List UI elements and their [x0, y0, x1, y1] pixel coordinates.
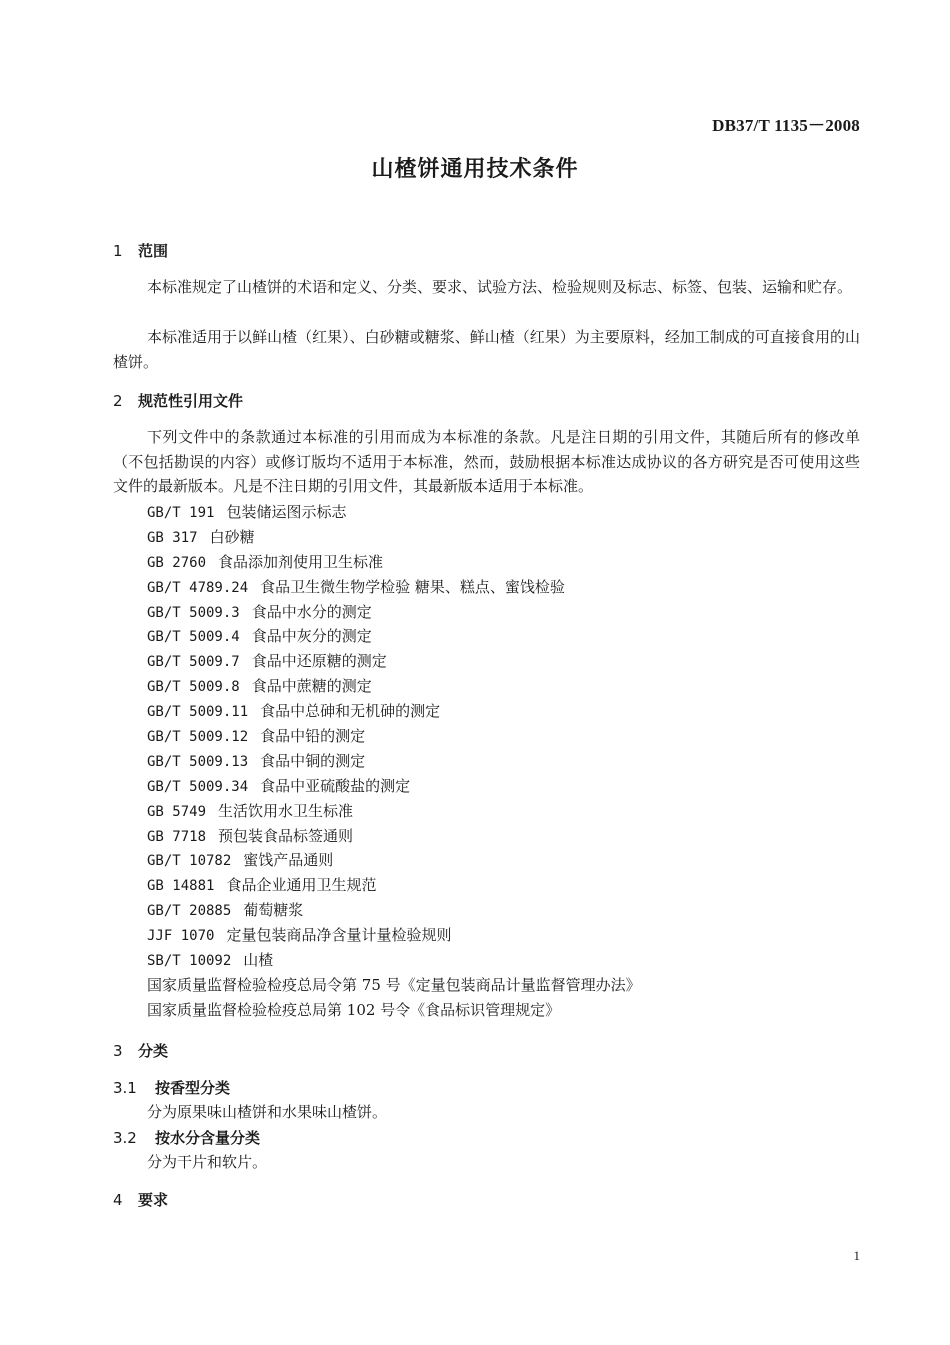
reference-code: GB/T 5009.34	[147, 778, 249, 795]
section-title: 按水分含量分类	[155, 1129, 261, 1147]
reference-title: 食品中亚硫酸盐的测定	[260, 776, 411, 795]
section-number: 3	[113, 1042, 123, 1060]
reference-code: GB/T 5009.7	[147, 654, 240, 671]
section-3-2-text: 分为干片和软片。	[147, 1153, 268, 1171]
reference-title: 食品卫生微生物学检验 糖果、糕点、蜜饯检验	[260, 577, 565, 596]
reference-item	[147, 575, 641, 600]
reference-title: 食品中铜的测定	[260, 751, 366, 770]
section-3-2-heading	[113, 1127, 260, 1148]
section-title: 分类	[138, 1042, 169, 1060]
section-3-1-text: 分为原果味山楂饼和水果味山楂饼。	[147, 1103, 388, 1121]
page-title: 山楂饼通用技术条件	[371, 157, 579, 182]
reference-title: 蜜饯产品通则	[243, 851, 334, 870]
section-number: 3.2	[113, 1129, 137, 1147]
reference-code: JJF 1070	[147, 928, 215, 945]
section-3-heading	[113, 1040, 168, 1061]
reference-item	[147, 600, 641, 625]
reference-item	[147, 799, 641, 824]
reference-title: 食品中铅的测定	[260, 727, 366, 746]
reference-item	[147, 923, 641, 948]
reference-item	[147, 973, 641, 998]
reference-code: GB 7718	[147, 828, 207, 845]
reference-title: 食品添加剂使用卫生标准	[218, 552, 384, 571]
section-4-heading	[113, 1189, 168, 1210]
reference-item	[147, 500, 641, 525]
page-number: 1	[853, 1248, 860, 1263]
reference-item	[147, 774, 641, 799]
section-title: 范围	[138, 242, 169, 260]
reference-item	[147, 749, 641, 774]
reference-code: GB 317	[147, 529, 198, 546]
reference-item	[147, 699, 641, 724]
reference-code: GB 14881	[147, 878, 215, 895]
reference-code: GB/T 191	[147, 505, 215, 521]
reference-title: 预包装食品标签通则	[218, 826, 354, 845]
reference-regulation: 国家质量监督检验检疫总局令第 75 号《定量包装商品计量监督管理办法》	[147, 975, 641, 994]
section-number: 3.1	[113, 1079, 137, 1097]
reference-code: GB/T 5009.4	[147, 629, 240, 646]
section-number: 2	[113, 392, 123, 410]
reference-item	[147, 873, 641, 898]
reference-code: GB 5749	[147, 803, 207, 820]
section-title: 要求	[138, 1191, 169, 1209]
reference-item	[147, 649, 641, 674]
reference-title: 生活饮用水卫生标准	[218, 801, 354, 820]
reference-item	[147, 550, 641, 575]
section-3-1-heading	[113, 1077, 230, 1098]
reference-code: GB/T 5009.3	[147, 604, 240, 621]
section-title: 按香型分类	[155, 1079, 231, 1097]
reference-title: 食品中总砷和无机砷的测定	[260, 702, 441, 721]
scope-paragraph-2: 本标准适用于以鲜山楂（红果）、白砂糖或糖浆、鲜山楂（红果）为主要原料，经加工制成的可直接食用的山楂饼。	[113, 328, 860, 371]
reference-title: 葡萄糖浆	[243, 901, 304, 920]
reference-title: 食品中还原糖的测定	[251, 652, 387, 671]
reference-code: GB/T 5009.12	[147, 729, 249, 746]
reference-item	[147, 724, 641, 749]
reference-code: SB/T 10092	[147, 953, 232, 970]
reference-code: GB/T 20885	[147, 903, 232, 920]
section-number: 1	[113, 242, 123, 260]
reference-item	[147, 674, 641, 699]
standard-code: DB37/T 1135－2008	[712, 116, 860, 135]
reference-title: 山楂	[243, 951, 274, 970]
reference-title: 定量包装商品净含量计量检验规则	[226, 926, 452, 945]
reference-title: 白砂糖	[209, 527, 255, 546]
section-title: 规范性引用文件	[138, 392, 244, 410]
reference-code: GB/T 5009.8	[147, 679, 240, 696]
reference-item	[147, 824, 641, 849]
reference-title: 食品中蔗糖的测定	[251, 677, 372, 696]
reference-title: 食品中灰分的测定	[251, 627, 372, 646]
section-1-heading	[113, 240, 168, 261]
references-intro-paragraph: 下列文件中的条款通过本标准的引用而成为本标准的条款。凡是注日期的引用文件，其随后所有的修改单（不包括勘误的内容）或修订版均不适用于本标准，然而，鼓励根据本标准达成协议的各方研究是否可使用这些文件的最新版本。凡是不注日期的引用文件，其最新版本适用于本标准。	[113, 428, 860, 495]
reference-regulation: 国家质量监督检验检疫总局第 102 号令《食品标识管理规定》	[147, 1000, 561, 1019]
reference-item	[147, 898, 641, 923]
section-2-heading	[113, 390, 243, 411]
reference-code: GB/T 4789.24	[147, 579, 249, 596]
reference-title: 食品企业通用卫生规范	[226, 876, 377, 895]
section-number: 4	[113, 1191, 123, 1209]
reference-code: GB/T 10782	[147, 853, 232, 870]
reference-item	[147, 948, 641, 973]
normative-reference-list	[147, 500, 641, 1023]
reference-code: GB 2760	[147, 554, 207, 571]
reference-title: 包装储运图示标志	[226, 503, 347, 521]
scope-paragraph-1: 本标准规定了山楂饼的术语和定义、分类、要求、试验方法、检验规则及标志、标签、包装、运输和贮存。	[147, 278, 853, 296]
reference-item	[147, 624, 641, 649]
reference-item	[147, 525, 641, 550]
reference-code: GB/T 5009.13	[147, 753, 249, 770]
reference-item	[147, 998, 641, 1023]
reference-code: GB/T 5009.11	[147, 704, 249, 721]
reference-item	[147, 848, 641, 873]
reference-title: 食品中水分的测定	[251, 602, 372, 621]
